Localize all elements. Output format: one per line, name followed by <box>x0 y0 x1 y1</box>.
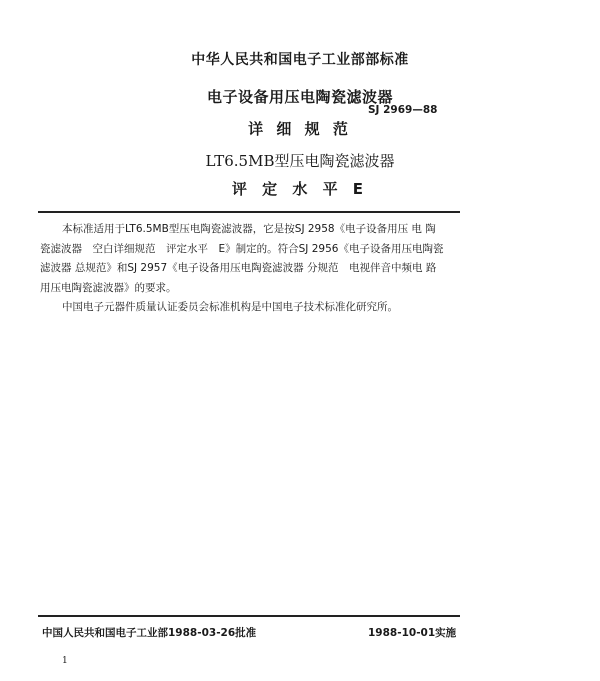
header-rule <box>38 211 460 213</box>
effective-date: 1988-10-01实施 <box>368 627 457 639</box>
model-title: LT6.5MB型压电陶瓷滤波器 <box>205 152 395 170</box>
page-number: 1 <box>62 656 68 666</box>
paragraph-2: 中国电子元器件质量认证委员会标准机构是中国电子技术标准化研究所。 <box>62 301 398 313</box>
standard-number: SJ 2969—88 <box>368 104 438 116</box>
document-title: 电子设备用压电陶瓷滤波器 <box>206 88 393 106</box>
body-text <box>40 220 462 318</box>
approval-date: 中国人民共和国电子工业部1988-03-26批准 <box>42 627 257 639</box>
issuer-heading: 中华人民共和国电子工业部部标准 <box>191 52 409 68</box>
paragraph-1-line-3: 滤波器 总规范》和SJ 2957《电子设备用压电陶瓷滤波器 分规范 电视伴音中频电 路 <box>40 262 437 274</box>
paragraph-1-line-1: 本标准适用于LT6.5MB型压电陶瓷滤波器，它是按SJ 2958《电子设备用压 电 陶 <box>62 223 436 235</box>
document-subtitle: 详 细 规 范 <box>248 120 352 138</box>
footer-rule <box>38 615 460 617</box>
paragraph-1-line-4: 用压电陶瓷滤波器》的要求。 <box>40 281 177 294</box>
assessment-level: 评 定 水 平 E <box>231 180 369 198</box>
paragraph-1-line-2: 瓷滤波器 空白详细规范 评定水平 E》制定的。符合SJ 2956《电子设备用压电陶瓷 <box>40 242 444 255</box>
